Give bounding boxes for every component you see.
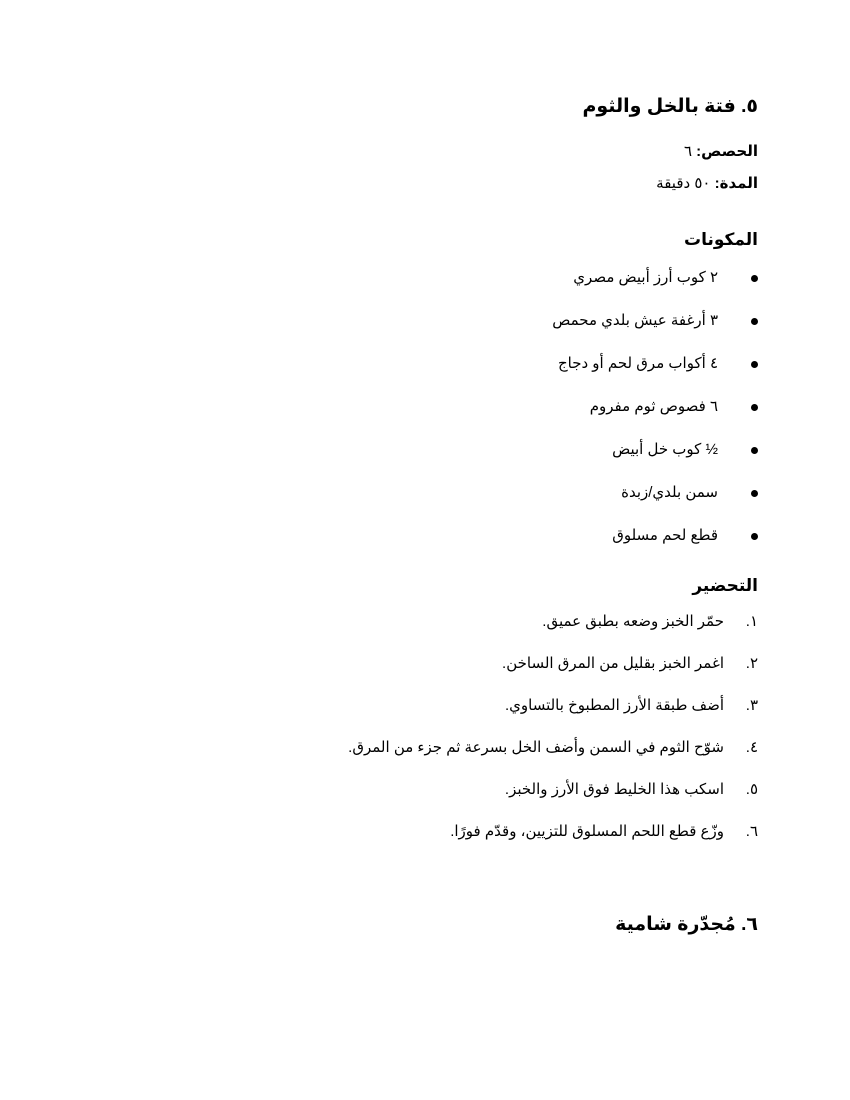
servings-label: الحصص: [696,143,758,160]
step-number: ٢. [745,655,758,672]
ingredient-text: ½ كوب خل أبيض [612,441,718,458]
recipe-content [118,94,758,938]
servings-line [118,142,758,162]
step-item [118,654,758,674]
duration-value: ٥٠ دقيقة [656,175,711,192]
bullet-icon [751,275,758,282]
ingredients-heading: المكونات [683,230,758,249]
step-text: أضف طبقة الأرز المطبوخ بالتساوي. [504,697,724,714]
step-number: ١. [745,613,758,630]
step-text: اسكب هذا الخليط فوق الأرز والخبز. [504,781,724,798]
list-item [118,440,758,460]
ingredients-list [118,268,758,546]
list-item [118,268,758,288]
ingredient-text: ٢ كوب أرز أبيض مصري [573,269,718,286]
bullet-icon [751,318,758,325]
duration-line [118,174,758,194]
ingredient-text: قطع لحم مسلوق [612,527,718,544]
ingredient-text: ٦ فصوص ثوم مفروم [589,398,718,415]
bullet-icon [751,361,758,368]
step-item [118,822,758,842]
ingredient-text: ٤ أكواب مرق لحم أو دجاج [557,355,718,372]
step-number: ٣. [745,697,758,714]
step-text: شوّح الثوم في السمن وأضف الخل بسرعة ثم جزء من المرق. [348,739,724,756]
step-number: ٥. [745,781,758,798]
step-number: ٦. [745,823,758,840]
list-item [118,397,758,417]
step-text: وزّع قطع اللحم المسلوق للتزيين، وقدّم فورًا. [450,823,724,840]
bullet-icon [751,490,758,497]
step-number: ٤. [745,739,758,756]
list-item [118,354,758,374]
step-text: اغمر الخبز بقليل من المرق الساخن. [502,655,724,672]
bullet-icon [751,404,758,411]
recipe-title: ٥. فتة بالخل والثوم [582,96,758,117]
step-item [118,780,758,800]
list-item [118,526,758,546]
ingredient-text: سمن بلدي/زبدة [621,484,718,501]
step-item [118,612,758,632]
ingredient-text: ٣ أرغفة عيش بلدي محمص [552,312,718,329]
step-item [118,696,758,716]
bullet-icon [751,533,758,540]
duration-label: المدة: [714,175,758,192]
step-text: حمّر الخبز وضعه بطبق عميق. [542,613,724,630]
servings-value: ٦ [683,143,692,160]
step-item [118,738,758,758]
preparation-heading: التحضير [692,576,758,595]
list-item [118,483,758,503]
preparation-steps [118,612,758,842]
next-recipe-title: ٦. مُجدّرة شامية [615,914,758,935]
bullet-icon [751,447,758,454]
list-item [118,311,758,331]
